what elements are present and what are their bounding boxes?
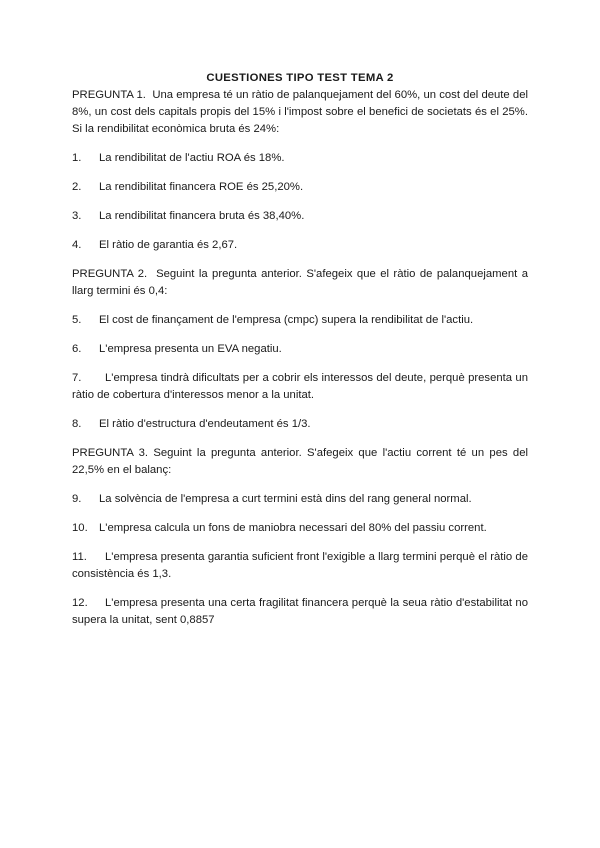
option-text: El ràtio d'estructura d'endeutament és 1/3. bbox=[99, 418, 311, 430]
option-number: 11. bbox=[72, 551, 87, 563]
option-number: 9. bbox=[72, 493, 82, 505]
option-number: 3. bbox=[72, 210, 82, 222]
question-label: PREGUNTA 3. bbox=[72, 447, 149, 459]
question-text: Seguint la pregunta anterior. S'afegeix que el ràtio de palanquejament a llarg termini és 0,4: bbox=[72, 268, 528, 297]
option-number: 1. bbox=[72, 152, 82, 164]
document-title: CUESTIONES TIPO TEST TEMA 2 bbox=[206, 72, 394, 84]
answer-option bbox=[72, 491, 528, 508]
question-label: PREGUNTA 2. bbox=[72, 268, 148, 280]
question-text: Una empresa té un ràtio de palanquejament del 60%, un cost del deute del 8%, un cost dels capitals propis del 15% i l'impost sobre el benefici de societats és el 25%. Si la rendibilitat econòmica bruta és 24%: bbox=[72, 89, 528, 135]
question-1 bbox=[72, 87, 528, 138]
question-label: PREGUNTA 1. bbox=[72, 89, 146, 101]
option-number: 2. bbox=[72, 181, 82, 193]
option-text: El cost de finançament de l'empresa (cmpc) supera la rendibilitat de l'actiu. bbox=[99, 314, 474, 326]
option-text: La solvència de l'empresa a curt termini està dins del rang general normal. bbox=[99, 493, 472, 505]
option-number: 8. bbox=[72, 418, 82, 430]
answer-option bbox=[72, 370, 528, 404]
option-number: 12. bbox=[72, 597, 88, 609]
option-text: La rendibilitat financera bruta és 38,40%. bbox=[99, 210, 305, 222]
option-number: 4. bbox=[72, 239, 82, 251]
option-text: L'empresa tindrà dificultats per a cobrir els interessos del deute, perquè presenta un ràtio de cobertura d'interessos menor a la unitat. bbox=[72, 372, 528, 401]
option-text: La rendibilitat financera ROE és 25,20%. bbox=[99, 181, 304, 193]
answer-option bbox=[72, 595, 528, 629]
answer-option bbox=[72, 150, 528, 167]
option-text: L'empresa presenta garantia suficient front l'exigible a llarg termini perquè el ràtio de consistència és 1,3. bbox=[72, 551, 528, 580]
document-page bbox=[72, 70, 528, 629]
question-2 bbox=[72, 266, 528, 300]
option-number: 5. bbox=[72, 314, 82, 326]
option-text: L'empresa presenta un EVA negatiu. bbox=[99, 343, 282, 355]
option-text: L'empresa calcula un fons de maniobra necessari del 80% del passiu corrent. bbox=[99, 522, 487, 534]
answer-option bbox=[72, 520, 528, 537]
option-number: 10. bbox=[72, 522, 88, 534]
option-text: L'empresa presenta una certa fragilitat financera perquè la seua ràtio d'estabilitat no supera la unitat, sent 0,8857 bbox=[72, 597, 528, 626]
answer-option bbox=[72, 416, 528, 433]
answer-option bbox=[72, 208, 528, 225]
answer-option bbox=[72, 341, 528, 358]
answer-option bbox=[72, 312, 528, 329]
question-text: Seguint la pregunta anterior. S'afegeix que l'actiu corrent té un pes del 22,5% en el balanç: bbox=[72, 447, 529, 476]
option-text: La rendibilitat de l'actiu ROA és 18%. bbox=[99, 152, 285, 164]
question-3 bbox=[72, 445, 528, 479]
answer-option bbox=[72, 549, 528, 583]
option-number: 7. bbox=[72, 372, 82, 384]
answer-option bbox=[72, 237, 528, 254]
option-text: El ràtio de garantia és 2,67. bbox=[99, 239, 238, 251]
option-number: 6. bbox=[72, 343, 82, 355]
answer-option bbox=[72, 179, 528, 196]
